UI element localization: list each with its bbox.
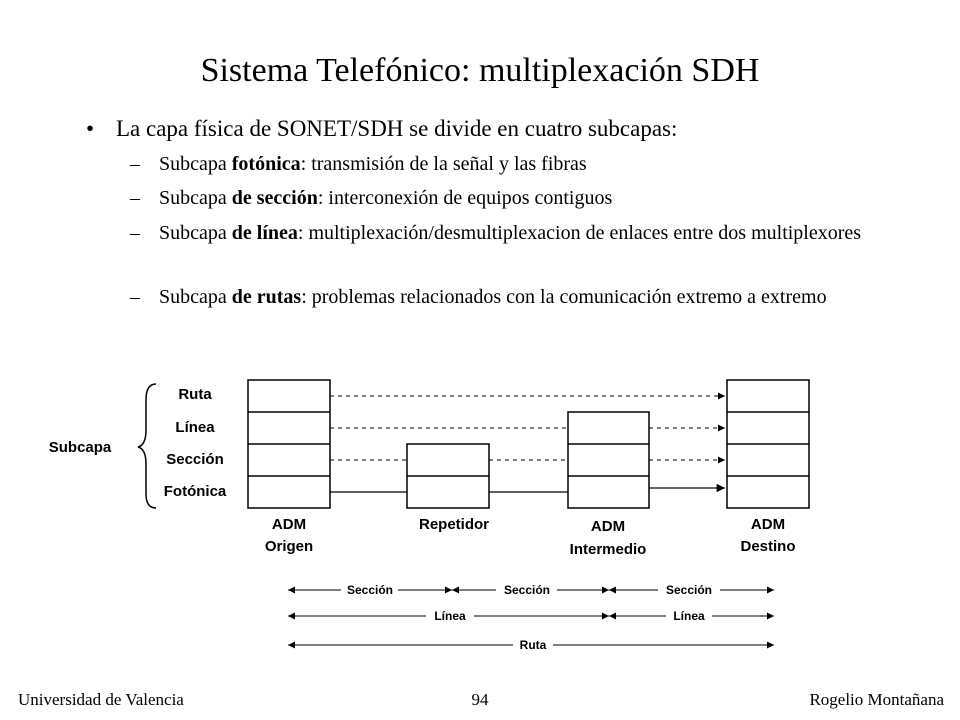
subitem-bold: de rutas	[231, 286, 302, 308]
subitem-rest: : transmisión de la señal y las fibras	[300, 153, 587, 175]
dash: –	[130, 286, 140, 308]
subitem-rest: : problemas relacionados con la comunicación extremo a extremo	[301, 286, 827, 308]
subitem-prefix: Subcapa	[159, 222, 232, 244]
device-label-destino-2: Destino	[740, 538, 796, 555]
device-label-intermedio-1: ADM	[590, 518, 626, 535]
bullet-dot: •	[86, 116, 95, 141]
dash: –	[130, 222, 140, 244]
dash: –	[130, 187, 140, 209]
span-label-linea-1: Línea	[434, 609, 466, 623]
brace-label: Subcapa	[48, 439, 112, 456]
device-label-repetidor: Repetidor	[418, 516, 490, 533]
footer-author: Rogelio Montañana	[809, 690, 944, 709]
layer-label-linea: Línea	[175, 419, 215, 436]
span-label-ruta: Ruta	[519, 638, 547, 652]
device-label-destino-1: ADM	[750, 516, 786, 533]
subitem-bold: de sección	[231, 187, 318, 209]
device-label-origen-2: Origen	[264, 538, 314, 555]
device-adm-destino	[727, 380, 809, 508]
layer-label-fotonica: Fotónica	[163, 483, 227, 500]
subitem-rest: : interconexión de equipos contiguos	[317, 187, 613, 209]
slide-title: Sistema Telefónico: multiplexación SDH	[200, 52, 760, 89]
span-label-linea-2: Línea	[673, 609, 705, 623]
subitem-rest: : multiplexación/desmultiplexacion de enlaces entre dos multiplexores	[297, 222, 862, 244]
subitem-prefix: Subcapa	[159, 286, 232, 308]
subitem-prefix: Subcapa	[159, 153, 232, 175]
span-label-seccion-3: Sección	[665, 583, 713, 597]
brace	[138, 384, 156, 508]
device-label-intermedio-2: Intermedio	[569, 541, 647, 558]
main-bullet-text: La capa física de SONET/SDH se divide en cuatro subcapas:	[116, 116, 678, 141]
device-repetidor	[407, 444, 489, 508]
layer-label-ruta: Ruta	[178, 386, 212, 403]
subitem-prefix: Subcapa	[159, 187, 232, 209]
span-label-seccion-1: Sección	[346, 583, 394, 597]
device-adm-intermedio	[568, 412, 649, 508]
device-adm-origen	[248, 380, 330, 508]
footer-page-number: 94	[471, 690, 489, 709]
subitem-bold: de línea	[231, 222, 298, 244]
subitem-bold: fotónica	[231, 153, 301, 175]
dash: –	[130, 153, 140, 175]
span-label-seccion-2: Sección	[503, 583, 551, 597]
footer-university: Universidad de Valencia	[18, 690, 184, 709]
layer-label-seccion: Sección	[166, 451, 224, 468]
device-label-origen-1: ADM	[271, 516, 307, 533]
